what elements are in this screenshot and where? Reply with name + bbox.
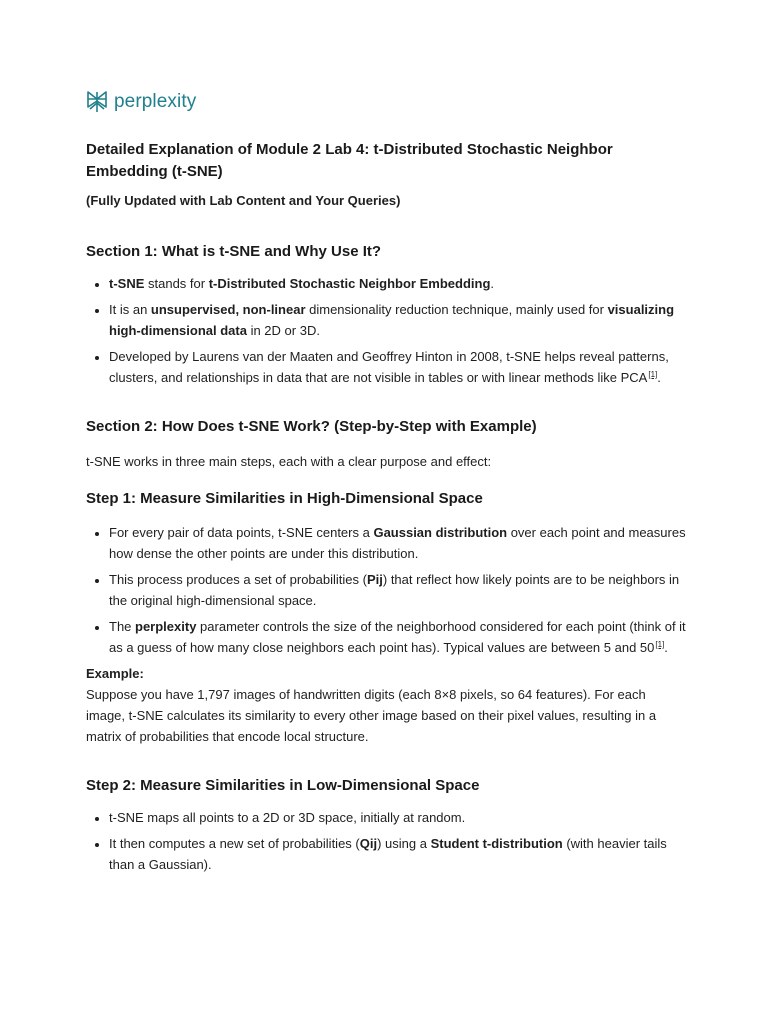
section-2-intro: t-SNE works in three main steps, each with a clear purpose and effect: <box>86 454 492 469</box>
text: It then computes a new set of probabilities ( <box>109 836 360 851</box>
list-item <box>109 833 686 875</box>
citation-link[interactable]: [1] <box>655 639 665 649</box>
text: For every pair of data points, t-SNE centers a <box>109 525 374 540</box>
text: parameter controls the size of the neighborhood considered for each point (think of it as a guess of how many close neighbors each point has). Typical values are between 5 and 50 <box>109 619 686 655</box>
list-item <box>109 807 686 828</box>
list-item <box>109 616 686 658</box>
step-1-heading: Step 1: Measure Similarities in High-Dimensional Space <box>86 490 483 507</box>
brand-name: perplexity <box>114 91 197 112</box>
text: . <box>657 370 661 385</box>
text: . <box>490 276 495 291</box>
document-body <box>86 139 686 880</box>
page-subtitle: (Fully Updated with Lab Content and Your Queries) <box>86 193 401 208</box>
citation-link[interactable]: [1] <box>648 369 658 379</box>
text: in 2D or 3D. <box>246 323 320 338</box>
step-2-heading: Step 2: Measure Similarities in Low-Dimensional Space <box>86 777 480 794</box>
text: The <box>109 619 136 634</box>
text: ) using a <box>377 836 431 851</box>
term: visualizing high-dimensional data <box>109 302 675 338</box>
term: t-SNE <box>109 276 145 291</box>
section-1-heading: Section 1: What is t-SNE and Why Use It? <box>86 243 382 260</box>
text: This process produces a set of probabilities ( <box>109 572 367 587</box>
text: t-SNE maps all points to a 2D or 3D space, initially at random. <box>109 810 466 825</box>
term: perplexity <box>135 619 197 634</box>
step-1-list <box>86 522 686 658</box>
text: stands for <box>144 276 209 291</box>
text: (with heavier tails than a Gaussian). <box>109 836 667 872</box>
term: Student t-distribution <box>430 836 563 851</box>
list-item <box>109 522 686 564</box>
term: Pij <box>366 572 383 587</box>
list-item <box>109 273 686 294</box>
example-label: Example: <box>86 666 144 681</box>
perplexity-logo[interactable] <box>86 90 196 114</box>
term: Gaussian distribution <box>373 525 508 540</box>
text: . <box>664 640 668 655</box>
text: Developed by Laurens van der Maaten and Geoffrey Hinton in 2008, t-SNE helps reveal patterns, clusters, and relationships in data that are not visible in tables or with linear methods like PCA <box>109 349 669 385</box>
term: unsupervised, non-linear <box>150 302 306 317</box>
term: t-Distributed Stochastic Neighbor Embedding <box>208 276 491 291</box>
list-item <box>109 346 686 388</box>
text: dimensionality reduction technique, mainly used for <box>305 302 608 317</box>
term: Qij <box>359 836 378 851</box>
text: over each point and measures how dense the other points are under this distribution. <box>109 525 686 561</box>
page-title: Detailed Explanation of Module 2 Lab 4: t-Distributed Stochastic Neighbor Embedding (t-SNE) <box>86 141 613 180</box>
list-item <box>109 299 686 341</box>
example-text: Suppose you have 1,797 images of handwritten digits (each 8×8 pixels, so 64 features). For each image, t-SNE calculates its similarity to every other image based on their pixel values, resulting in a matrix of probabilities that encode local structure. <box>86 687 657 744</box>
section-1-list <box>86 273 686 388</box>
text: ) that reflect how likely points are to be neighbors in the original high-dimensional space. <box>109 572 680 608</box>
perplexity-logo-icon <box>86 90 108 114</box>
text: It is an <box>109 302 151 317</box>
section-2-heading: Section 2: How Does t-SNE Work? (Step-by-Step with Example) <box>86 418 537 435</box>
list-item <box>109 569 686 611</box>
step-2-list <box>86 807 686 875</box>
